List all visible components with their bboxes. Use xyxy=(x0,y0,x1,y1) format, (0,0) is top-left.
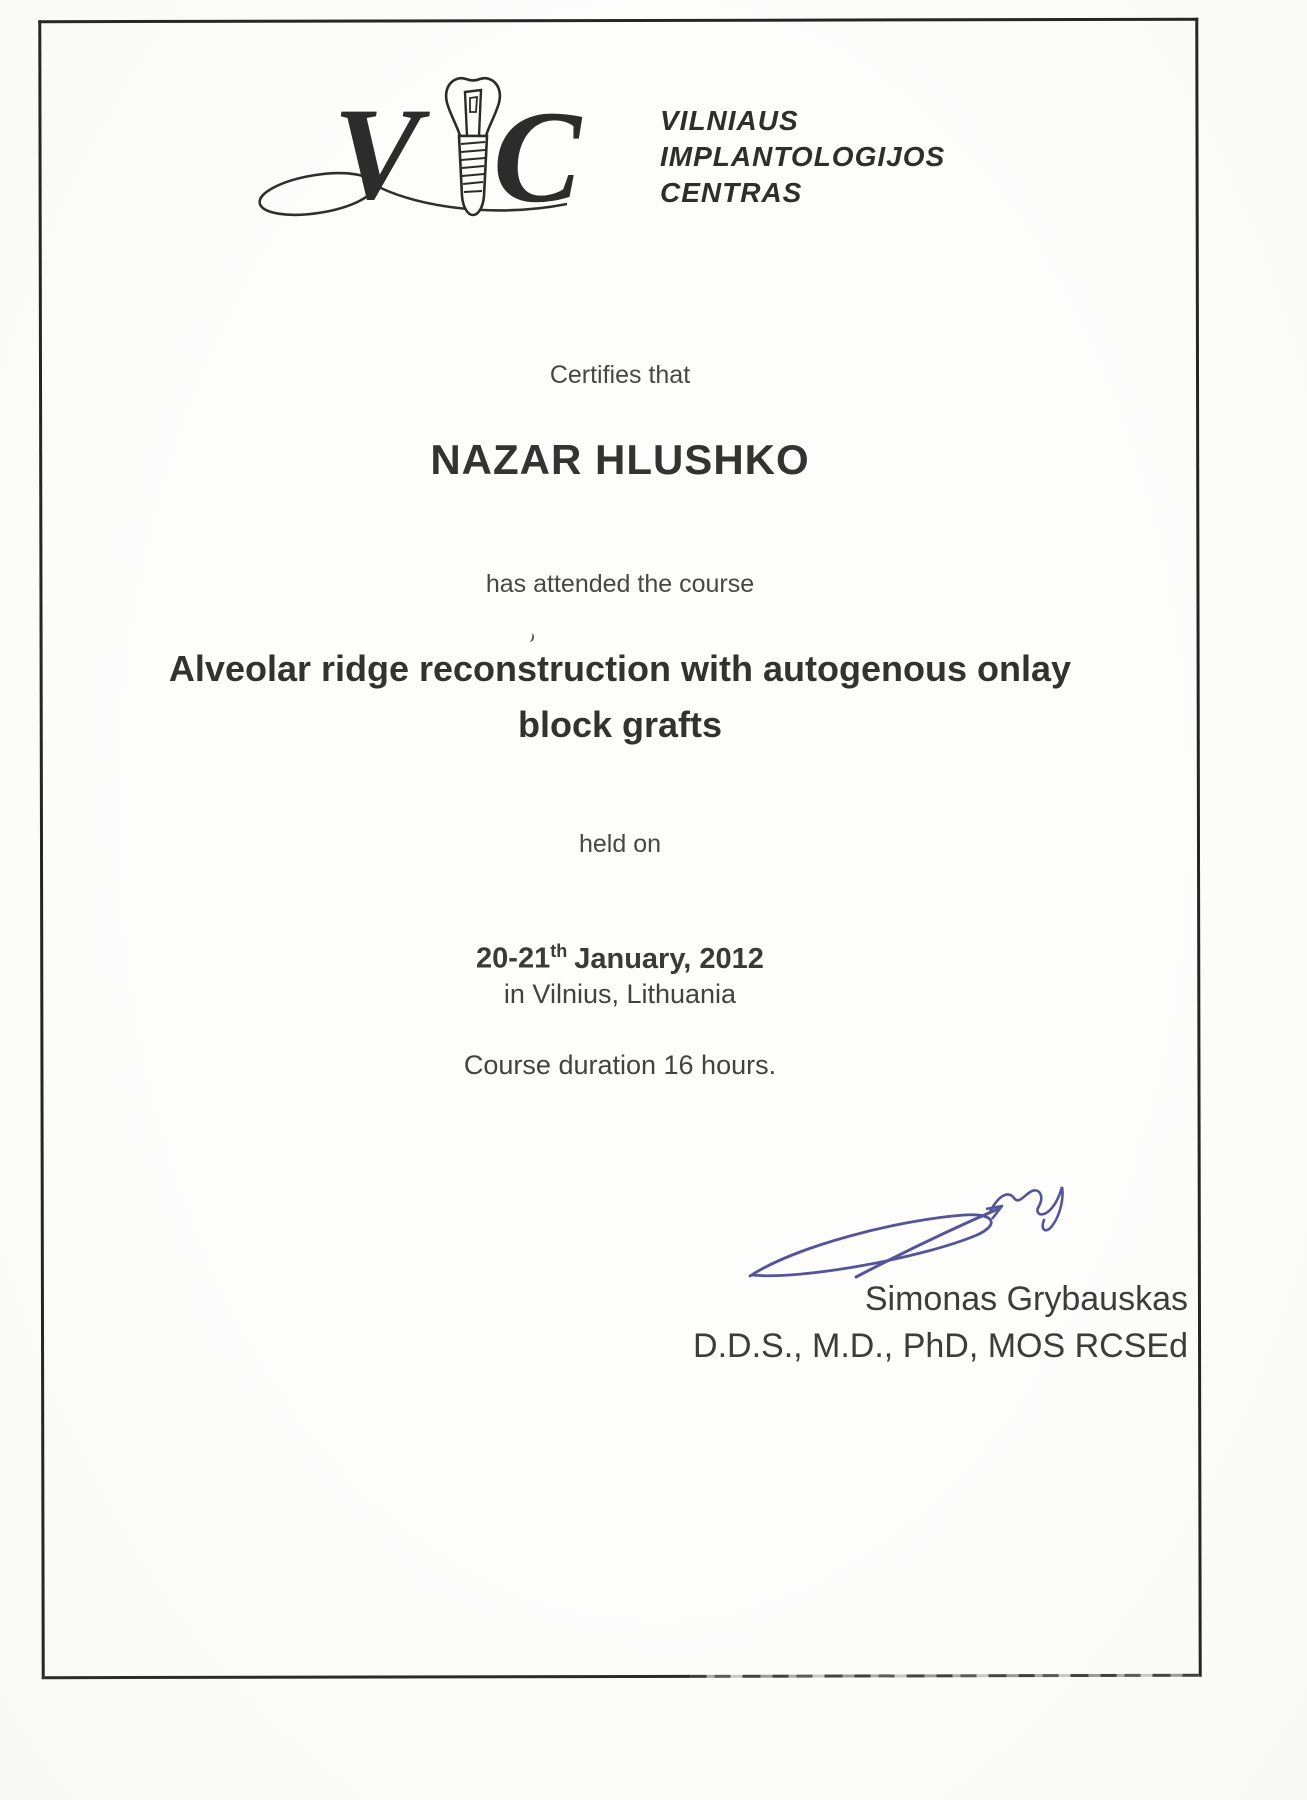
border-bottom-solid xyxy=(45,1675,691,1679)
date-ordinal: th xyxy=(550,941,568,961)
certifies-label: Certifies that xyxy=(549,361,691,389)
signer-name: Simonas Grybauskas xyxy=(864,1280,1188,1318)
course-title-line1: Alveolar ridge reconstruction with autogenous onlay xyxy=(168,648,1072,689)
signer-credentials: D.D.S., M.D., PhD, MOS RCSEd xyxy=(693,1327,1188,1365)
handwritten-signature xyxy=(740,1182,1080,1282)
organization-line: IMPLANTOLOGIJOS xyxy=(660,141,946,172)
organization-line: VILNIAUS xyxy=(660,105,799,136)
organization-line: CENTRAS xyxy=(660,177,803,208)
border-bottom-broken xyxy=(691,1674,1199,1678)
date-month-year: January, 2012 xyxy=(574,942,764,975)
signature-block xyxy=(688,1180,1188,1366)
date-days: 20-21 xyxy=(476,942,551,975)
recipient-name: NAZAR HLUSHKO xyxy=(430,436,810,483)
course-duration: Course duration 16 hours. xyxy=(463,1050,777,1080)
organization-name xyxy=(660,103,945,211)
held-on-label: held on xyxy=(578,830,662,858)
logo-letter-c: C xyxy=(493,83,582,230)
vic-logo xyxy=(255,60,985,230)
logo-letter-v: V xyxy=(333,80,422,227)
course-location: in Vilnius, Lithuania xyxy=(503,979,737,1009)
course-title-line2: block grafts xyxy=(517,704,723,745)
course-date xyxy=(40,941,1200,976)
attended-label: has attended the course xyxy=(485,570,755,598)
